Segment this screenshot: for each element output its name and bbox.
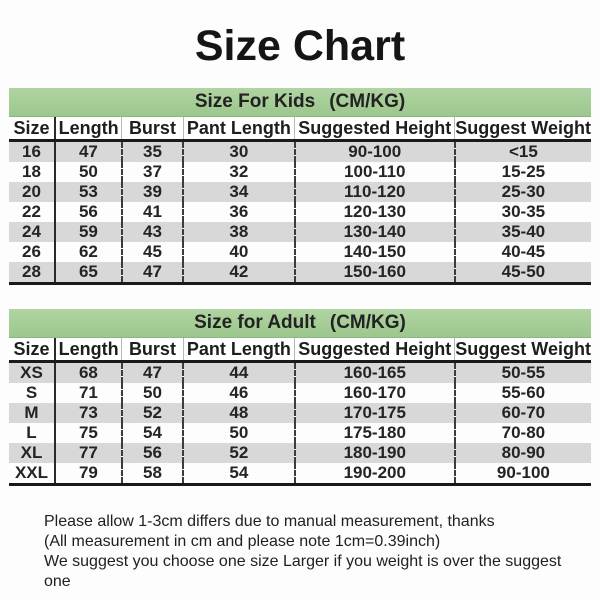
table-row	[9, 202, 591, 222]
table-cell: 47	[122, 362, 183, 384]
table-cell: 140-150	[295, 242, 455, 262]
table-cell: 37	[122, 162, 183, 182]
table-cell: 42	[183, 262, 295, 284]
table-cell: 35	[122, 141, 183, 163]
table-cell: 75	[55, 423, 122, 443]
table-cell: XL	[9, 443, 55, 463]
footer-notes	[44, 512, 580, 592]
table-cell: 180-190	[295, 443, 455, 463]
table-row	[9, 262, 591, 284]
column-header: Size	[9, 117, 55, 141]
table-cell: 54	[183, 463, 295, 485]
table-row	[9, 423, 591, 443]
table-cell: 47	[122, 262, 183, 284]
table-cell: 38	[183, 222, 295, 242]
table-cell: 79	[55, 463, 122, 485]
column-header: Suggest Weight	[455, 117, 591, 141]
table-row	[9, 182, 591, 202]
table-row	[9, 162, 591, 182]
table-cell: 18	[9, 162, 55, 182]
table-cell: 16	[9, 141, 55, 163]
table-cell: 24	[9, 222, 55, 242]
table-cell: 190-200	[295, 463, 455, 485]
footer-note-measurement: Please allow 1-3cm differs due to manual measurement, thanks	[44, 513, 495, 530]
column-header: Length	[55, 338, 122, 362]
adult-table-body	[9, 362, 591, 485]
table-cell: 22	[9, 202, 55, 222]
table-cell: 120-130	[295, 202, 455, 222]
table-cell: M	[9, 403, 55, 423]
table-row	[9, 383, 591, 403]
table-cell: 53	[55, 182, 122, 202]
column-header: Suggested Height	[295, 117, 455, 141]
table-row	[9, 443, 591, 463]
table-cell: XXL	[9, 463, 55, 485]
adult-section-unit: (CM/KG)	[329, 312, 406, 333]
table-cell: 56	[122, 443, 183, 463]
table-cell: 52	[122, 403, 183, 423]
table-cell: 25-30	[501, 182, 546, 201]
kids-section-unit: (CM/KG)	[329, 91, 406, 112]
table-cell: 50	[183, 423, 295, 443]
table-row	[9, 463, 591, 485]
header-row	[9, 338, 591, 362]
table-row	[9, 141, 591, 163]
table-cell: 35-40	[501, 222, 546, 241]
column-header: Burst	[122, 338, 183, 362]
table-cell: 28	[9, 262, 55, 284]
table-cell: 41	[122, 202, 183, 222]
table-cell: 60-70	[501, 403, 546, 422]
table-cell: 30-35	[501, 202, 546, 221]
table-cell: 65	[55, 262, 122, 284]
column-header: Burst	[122, 117, 183, 141]
kids-section	[9, 88, 591, 285]
table-cell: 73	[55, 403, 122, 423]
table-cell: 68	[55, 362, 122, 384]
table-cell: 62	[55, 242, 122, 262]
table-row	[9, 242, 591, 262]
table-cell: L	[9, 423, 55, 443]
page-title: Size Chart	[194, 22, 406, 70]
header-row	[9, 117, 591, 141]
table-cell: 15-25	[501, 162, 546, 181]
table-cell: 45-50	[501, 262, 546, 281]
table-cell: 26	[9, 242, 55, 262]
table-cell: 150-160	[295, 262, 455, 284]
adult-size-table	[9, 338, 591, 486]
column-header: Suggested Height	[295, 338, 455, 362]
kids-section-header	[9, 88, 591, 117]
table-cell: 100-110	[295, 162, 455, 182]
table-cell: 20	[9, 182, 55, 202]
kids-table-body	[9, 141, 591, 284]
column-header: Pant Length	[183, 117, 295, 141]
kids-table-header	[9, 117, 591, 141]
table-cell: 70-80	[501, 423, 546, 442]
table-cell: 55-60	[501, 383, 546, 402]
table-cell: 32	[183, 162, 295, 182]
table-cell: <15	[508, 142, 538, 161]
table-cell: 160-165	[295, 362, 455, 384]
table-cell: 56	[55, 202, 122, 222]
footer-note-cm-inch: (All measurement in cm and please note 1cm=0.39inch)	[44, 533, 441, 550]
table-cell: 71	[55, 383, 122, 403]
adult-section	[9, 309, 591, 486]
adult-table-header	[9, 338, 591, 362]
table-cell: 30	[183, 141, 295, 163]
adult-section-header	[9, 309, 591, 338]
table-cell: S	[9, 383, 55, 403]
column-header: Suggest Weight	[455, 338, 591, 362]
column-header: Pant Length	[183, 338, 295, 362]
table-cell: XS	[9, 362, 55, 384]
table-cell: 160-170	[295, 383, 455, 403]
table-cell: 40-45	[501, 242, 546, 261]
table-cell: 59	[55, 222, 122, 242]
table-cell: 130-140	[295, 222, 455, 242]
table-cell: 43	[122, 222, 183, 242]
table-cell: 90-100	[295, 141, 455, 163]
kids-section-title: Size For Kids	[194, 91, 316, 112]
table-row	[9, 403, 591, 423]
table-cell: 110-120	[295, 182, 455, 202]
kids-size-table	[9, 117, 591, 285]
table-cell: 45	[122, 242, 183, 262]
table-cell: 58	[122, 463, 183, 485]
column-header: Size	[9, 338, 55, 362]
table-row	[9, 222, 591, 242]
table-cell: 77	[55, 443, 122, 463]
table-cell: 175-180	[295, 423, 455, 443]
footer-note-size-up: We suggest you choose one size Larger if you weight is over the suggest one	[44, 553, 562, 590]
table-cell: 39	[122, 182, 183, 202]
table-cell: 50	[122, 383, 183, 403]
table-cell: 170-175	[295, 403, 455, 423]
adult-section-title: Size for Adult	[194, 312, 316, 333]
table-cell: 80-90	[501, 443, 546, 462]
table-cell: 54	[122, 423, 183, 443]
table-cell: 34	[183, 182, 295, 202]
table-cell: 40	[183, 242, 295, 262]
table-cell: 50	[55, 162, 122, 182]
table-cell: 44	[183, 362, 295, 384]
table-cell: 52	[183, 443, 295, 463]
column-header: Length	[55, 117, 122, 141]
table-cell: 36	[183, 202, 295, 222]
table-cell: 47	[55, 141, 122, 163]
table-cell: 90-100	[496, 463, 550, 482]
table-cell: 48	[183, 403, 295, 423]
table-cell: 50-55	[501, 363, 546, 382]
table-cell: 46	[183, 383, 295, 403]
table-row	[9, 362, 591, 384]
